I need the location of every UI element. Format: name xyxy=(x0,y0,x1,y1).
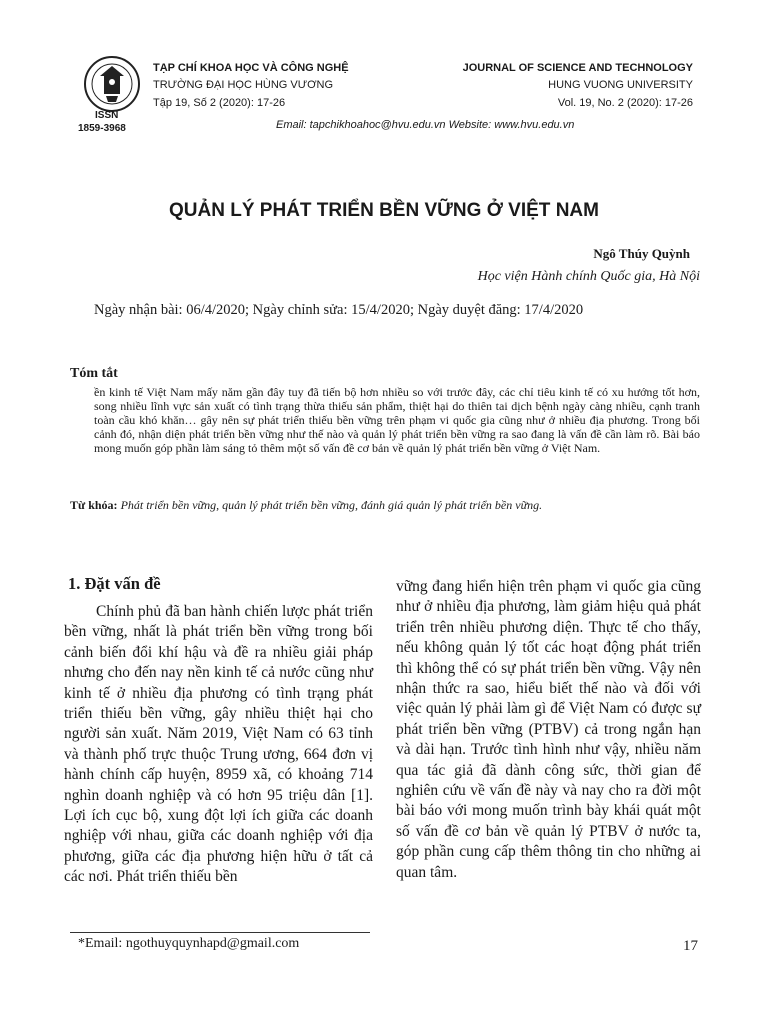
footnote-divider xyxy=(70,932,370,933)
submission-dates: Ngày nhận bài: 06/4/2020; Ngày chỉnh sửa: 15/4/2020; Ngày duyệt đăng: 17/4/2020 xyxy=(94,302,584,318)
university-name-en: HUNG VUONG UNIVERSITY xyxy=(548,79,693,91)
issn-number: 1859-3968 xyxy=(78,123,126,134)
author-affiliation: Học viện Hành chính Quốc gia, Hà Nội xyxy=(477,269,700,284)
issue-info-en: Vol. 19, No. 2 (2020): 17-26 xyxy=(557,97,693,109)
issn-label: ISSN xyxy=(95,110,119,121)
body-right-column: vững đang hiển hiện trên phạm vi quốc gia cũng như ở nhiều địa phương, làm giảm hiệu quả phát triển trên nhiều phương diện. Thực tế cho thấy, nếu không quản lý tốt các hoạt động phát triển thì không thể có sự phát triển bền vững. Vậy nên nhận thức ra sao, hiểu biết thế nào và đối với việc quản lý phải làm gì để Việt Nam có được sự phát triển bền vững (PTBV) cả trong ngắn hạn và dài hạn. Trước tình hình như vậy, nhiều năm qua tác giả đã dành công sức, thời gian để nghiên cứu về vấn đề này và nay cho ra đời một bài báo với mong muốn trình bày khái quát một số vấn đề cơ bản về quản lý PTBV ở nước ta, góp phần cung cấp thêm thông tin cho những ai quan tâm. xyxy=(396,578,701,881)
university-name-vi: TRƯỜNG ĐẠI HỌC HÙNG VƯƠNG xyxy=(153,79,334,91)
journal-name-vi: TẠP CHÍ KHOA HỌC VÀ CÔNG NGHỆ xyxy=(153,62,349,74)
issue-info-vi: Tập 19, Số 2 (2020): 17-26 xyxy=(153,97,286,109)
paper-title: QUẢN LÝ PHÁT TRIỂN BỀN VỮNG Ở VIỆT NAM xyxy=(169,200,599,221)
journal-name-en: JOURNAL OF SCIENCE AND TECHNOLOGY xyxy=(462,62,693,74)
body-left-column: Chính phủ đã ban hành chiến lược phát triển bền vững, nhất là phát triển bền vững trong bối cảnh biến đổi khí hậu và đề ra nhiều giải pháp nhưng cho đến nay nền kinh tế cả nước cũng như kinh tế ở nhiều địa phương có tình trạng phát triển thiếu bền vững, gây nhiều thiệt hại cho người sản xuất. Năm 2019, Việt Nam có 63 tỉnh và thành phố trực thuộc Trung ương, 664 đơn vị hành chính cấp huyện, 8959 xã, có khoảng 714 nghìn doanh nghiệp và có hơn 95 triệu dân [1]. Lợi ích cục bộ, xung đột lợi ích giữa các doanh nghiệp với nhau, giữa các doanh nghiệp với địa phương, giữa các địa phương hiện hữu ở tất cả các nơi. Phát triển thiếu bền xyxy=(64,603,373,886)
section-title: 1. Đặt vấn đề xyxy=(68,574,161,593)
keywords-label: Từ khóa: xyxy=(70,498,118,512)
page-number: 17 xyxy=(683,938,698,954)
abstract-heading: Tóm tắt xyxy=(70,366,118,381)
journal-contact: Email: tapchikhoahoc@hvu.edu.vn Website: www.hvu.edu.vn xyxy=(276,119,575,131)
university-logo-icon xyxy=(82,54,142,114)
author-name: Ngô Thúy Quỳnh xyxy=(593,246,690,261)
keywords-text: Phát triển bền vững, quản lý phát triển bền vững, đánh giá quản lý phát triển bền vững. xyxy=(120,498,543,512)
author-email-footnote: *Email: ngothuyquynhapd@gmail.com xyxy=(78,936,300,951)
keywords-line xyxy=(70,498,542,513)
abstract-text: ền kinh tế Việt Nam mấy năm gần đây tuy đã tiến bộ hơn nhiều so với trước đây, các chỉ tiêu kinh tế có xu hướng tốt hơn, song nhiều lĩnh vực sản xuất có tình trạng thừa thiếu sản phẩm, thiệt hại do thiên tai dịch bệnh ngày càng nhiều, cạnh tranh toàn cầu khó khăn… gây nên sự phát triển thiếu bền vững trên phạm vi quốc gia cũng như ở nhiều địa phương. Trong bối cảnh đó, nhận diện phát triển bền vững như thế nào và quản lý phát triển bền vững ra sao đang là vấn đề cần làm rõ. Bài báo mong muốn góp phần làm sáng tỏ thêm một số vấn đề cơ bản về quản lý phát triển bền vững ở Việt Nam. xyxy=(94,385,700,455)
